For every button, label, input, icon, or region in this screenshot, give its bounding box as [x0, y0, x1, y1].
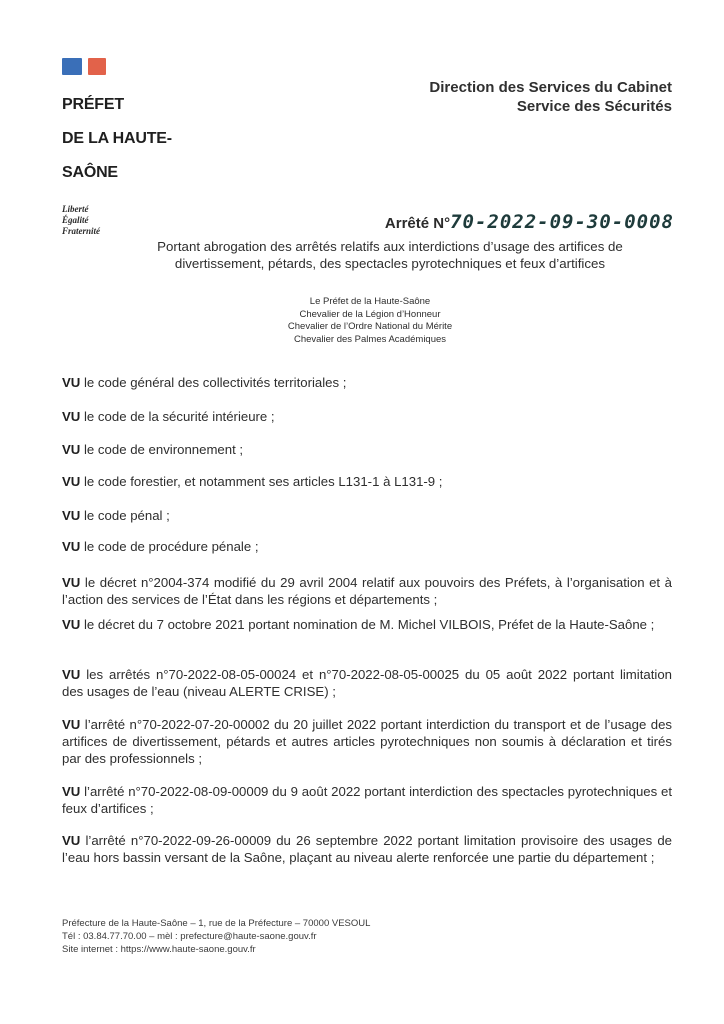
service-heading: [429, 78, 672, 116]
direction-name: Direction des Services du Cabinet: [429, 79, 672, 96]
vu-item: [62, 783, 672, 817]
subject-line: Portant abrogation des arrêtés relatifs aux interdictions d’usage des artifices de: [157, 239, 623, 254]
vu-item: [62, 473, 672, 490]
footer-contact: Tél : 03.84.77.70.00 – mèl : prefecture@haute-saone.gouv.fr: [62, 931, 317, 942]
vu-item: [62, 666, 672, 700]
prefect-title-line: Chevalier de l’Ordre National du Mérite: [287, 321, 453, 332]
vu-prefix: VU: [62, 575, 81, 590]
vu-item: [62, 538, 672, 555]
prefet-title-line: SAÔNE: [62, 164, 118, 181]
vu-text: les arrêtés n°70-2022-08-05-00024 et n°70-2022-08-05-00025 du 05 août 2022 portant limitation des usages de l’eau (niveau ALERTE CRISE) ;: [62, 667, 672, 699]
prefet-title-line: PRÉFET: [62, 96, 124, 113]
prefect-titles: [250, 296, 490, 346]
footer-address: Préfecture de la Haute-Saône – 1, rue de la Préfecture – 70000 VESOUL: [62, 918, 371, 929]
service-name: Service des Sécurités: [516, 98, 672, 115]
vu-prefix: VU: [62, 539, 81, 554]
vu-text: le code de environnement ;: [84, 442, 244, 457]
vu-text: le code général des collectivités territoriales ;: [84, 375, 347, 390]
prefecture-logo: [62, 58, 202, 237]
motto-egalite: Égalité: [62, 215, 89, 225]
republic-motto: [62, 204, 202, 237]
vu-text: le décret n°2004-374 modifié du 29 avril 2004 relatif aux pouvoirs des Préfets, à l’organisation et à l’action des services de l’État dans les régions et départements ;: [62, 575, 672, 607]
motto-fraternite: Fraternité: [62, 226, 101, 236]
prefect-title-line: Chevalier des Palmes Académiques: [293, 333, 447, 345]
vu-prefix: VU: [62, 508, 81, 523]
vu-prefix: VU: [62, 717, 81, 732]
vu-text: le code pénal ;: [84, 508, 170, 523]
motto-liberte: Liberté: [62, 204, 89, 214]
flag-blue-stripe: [62, 58, 82, 75]
vu-item: [62, 716, 672, 767]
vu-item: [62, 507, 672, 524]
vu-item: [62, 574, 672, 608]
vu-item: [62, 832, 672, 866]
vu-prefix: VU: [62, 617, 81, 632]
vu-prefix: VU: [62, 442, 81, 457]
vu-prefix: VU: [62, 833, 81, 848]
vu-text: l’arrêté n°70-2022-07-20-00002 du 20 juillet 2022 portant interdiction du transport et de l’usage des artifices de divertissement, pétards et autres articles pyrotechniques non soumis à déclaration et tirés par des professionnels ;: [62, 717, 672, 766]
vu-text: l’arrêté n°70-2022-09-26-00009 du 26 septembre 2022 portant limitation provisoire des usages de l’eau hors bassin versant de la Saône, plaçant au niveau alerte renforcée une partie du département ;: [62, 833, 672, 865]
arrete-title: [385, 211, 674, 233]
prefect-title-line: Chevalier de la Légion d’Honneur: [299, 308, 441, 320]
prefect-title-line: Le Préfet de la Haute-Saône: [309, 296, 431, 307]
vu-prefix: VU: [62, 375, 81, 390]
vu-text: le code de procédure pénale ;: [84, 539, 259, 554]
vu-item: [62, 408, 672, 425]
prefet-title: [62, 79, 202, 198]
vu-text: le code forestier, et notamment ses articles L131-1 à L131-9 ;: [84, 474, 443, 489]
arrete-subject: [105, 238, 675, 272]
vu-prefix: VU: [62, 474, 81, 489]
vu-text: le décret du 7 octobre 2021 portant nomination de M. Michel VILBOIS, Préfet de la Haute-Saône ;: [84, 617, 655, 632]
vu-item: [62, 441, 672, 458]
vu-prefix: VU: [62, 409, 81, 424]
subject-line: divertissement, pétards, des spectacles pyrotechniques et feux d’artifices: [174, 256, 606, 271]
prefet-title-line: DE LA HAUTE-: [62, 130, 172, 147]
footer-website: Site internet : https://www.haute-saone.gouv.fr: [62, 944, 256, 955]
marianne-flag-icon: [62, 58, 106, 75]
arrete-number: 70-2022-09-30-0008: [450, 211, 674, 233]
flag-red-stripe: [88, 58, 106, 75]
vu-item: [62, 374, 672, 391]
page-footer: [62, 917, 370, 956]
vu-item: [62, 616, 672, 633]
vu-prefix: VU: [62, 667, 81, 682]
arrete-label: Arrêté N°: [384, 215, 451, 232]
vu-text: l’arrêté n°70-2022-08-09-00009 du 9 août 2022 portant interdiction des spectacles pyrotechniques et feux d’artifices ;: [62, 784, 672, 816]
vu-text: le code de la sécurité intérieure ;: [84, 409, 275, 424]
vu-prefix: VU: [62, 784, 81, 799]
